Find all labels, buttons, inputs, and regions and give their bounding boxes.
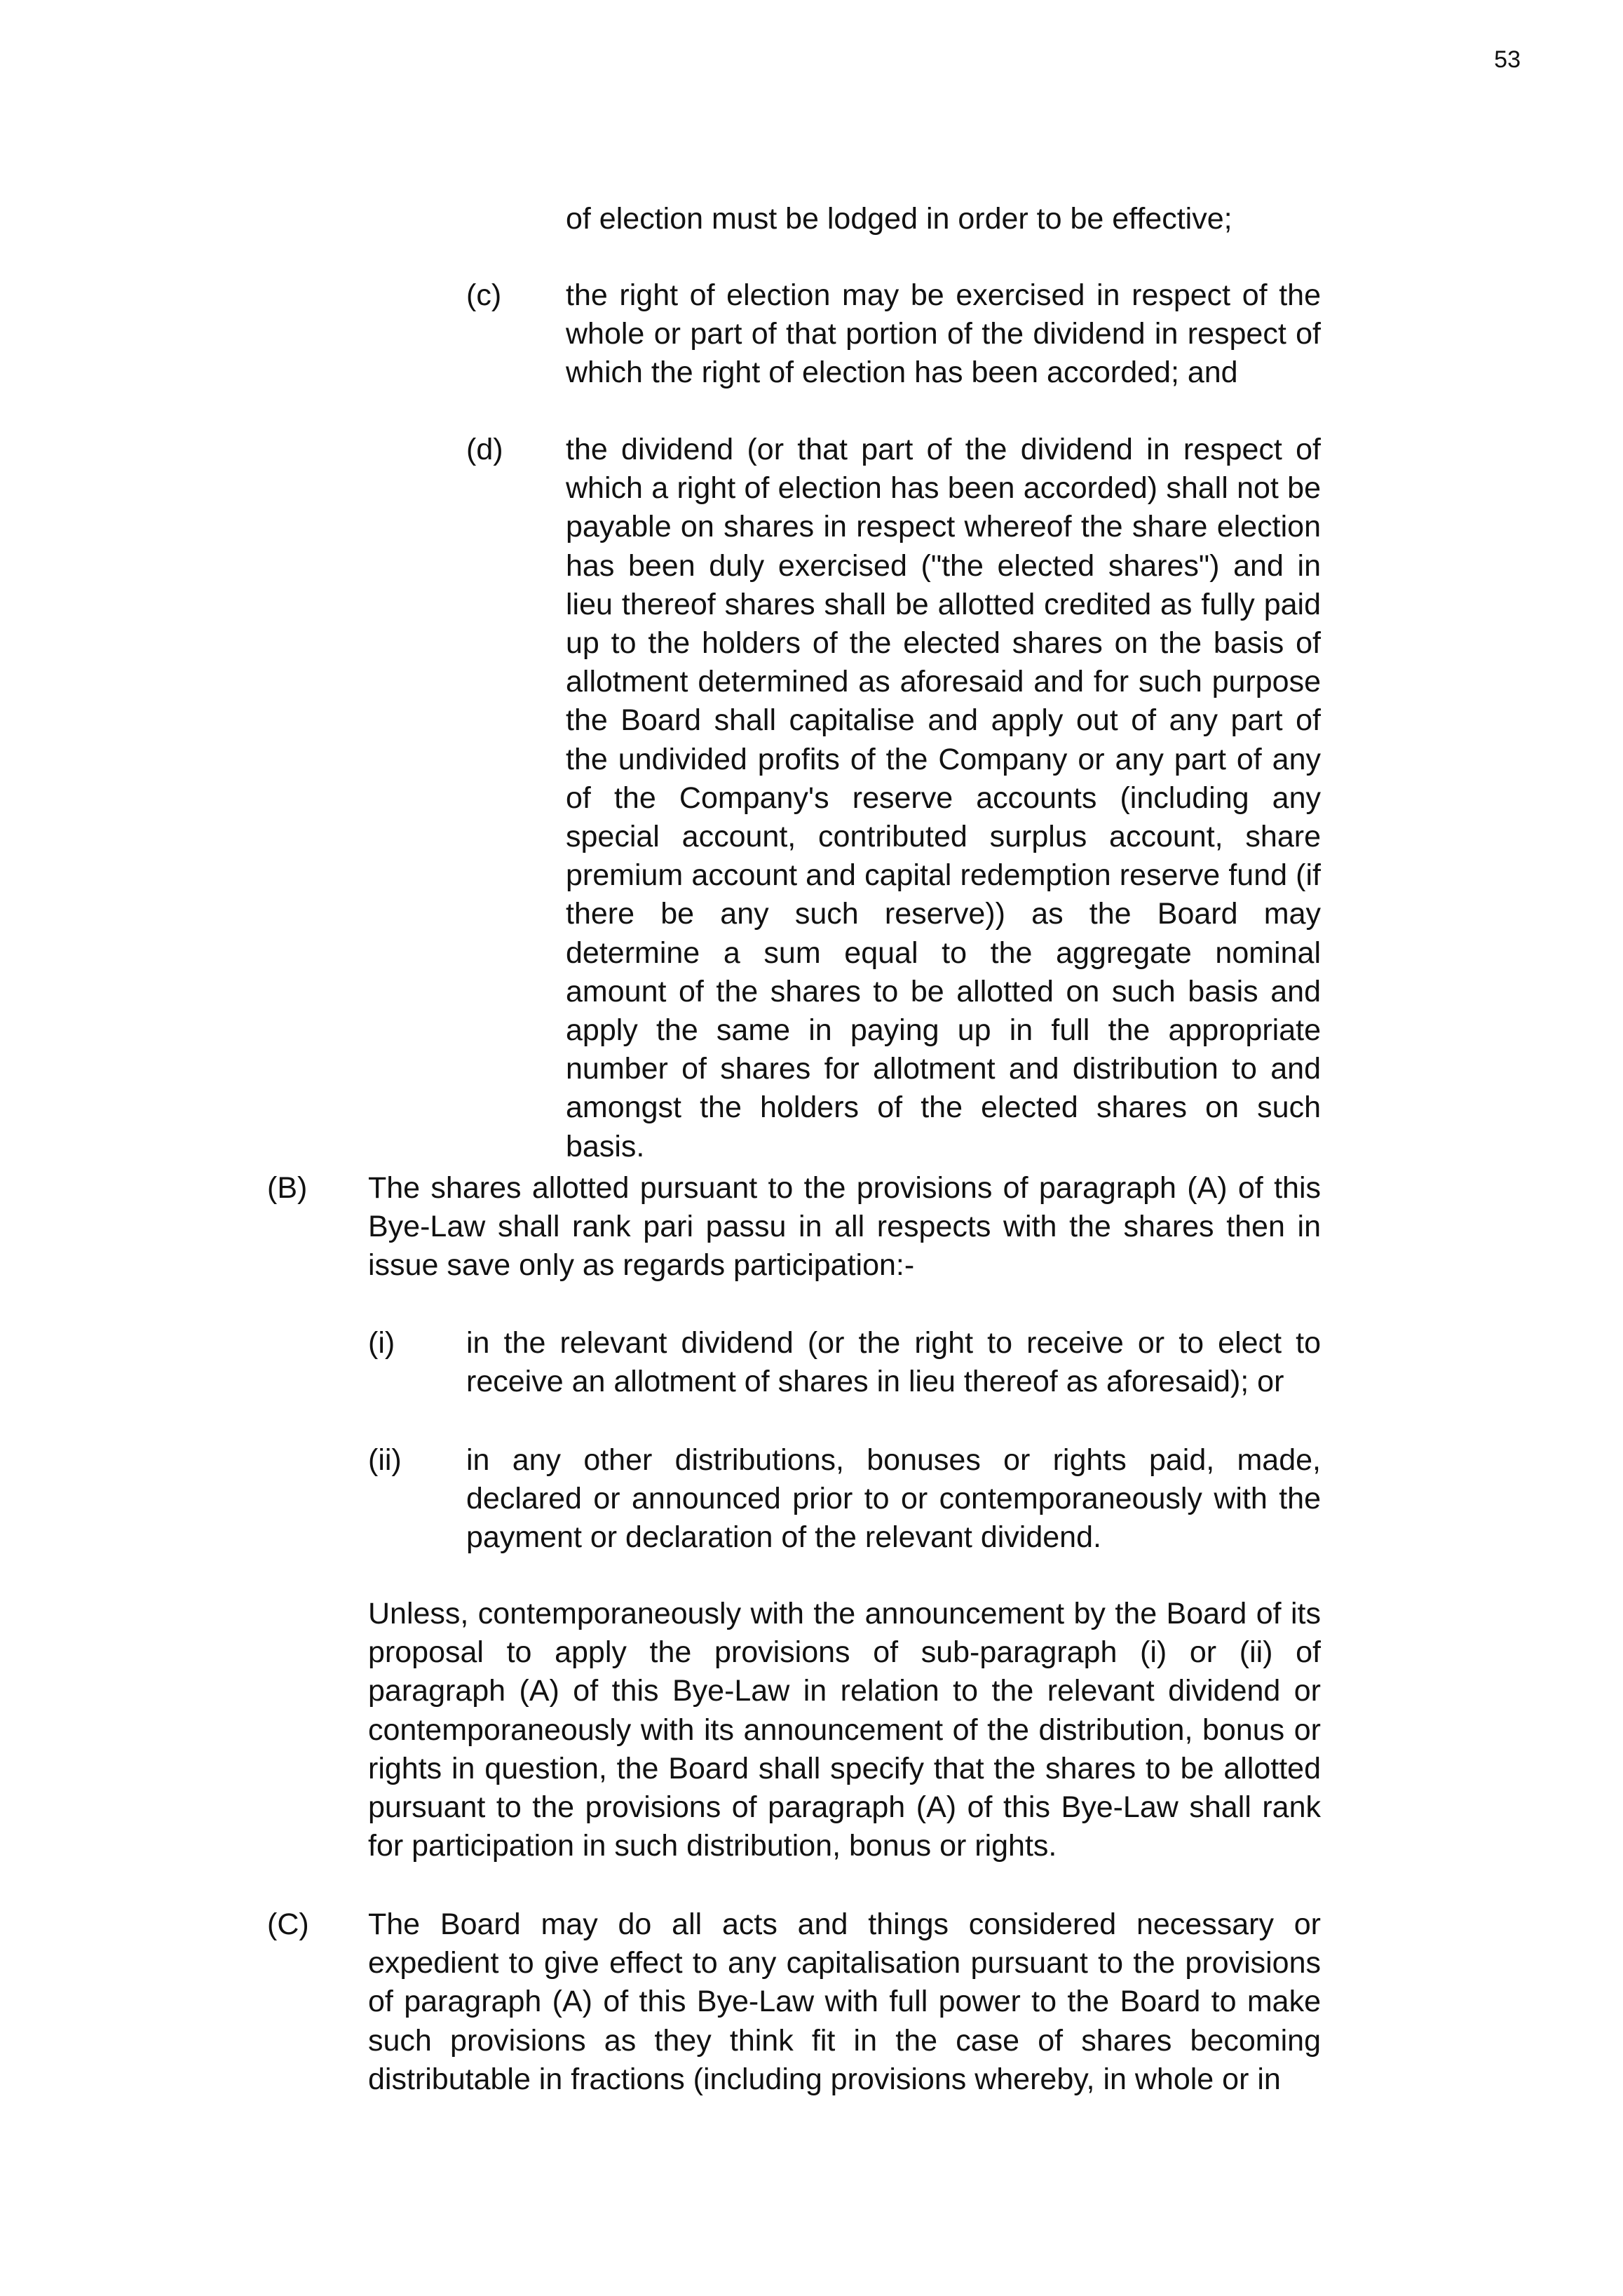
paragraph-b-text: The shares allotted pursuant to the provisions of paragraph (A) of this Bye-Law shall rank pari passu in all respects with the shares then in issue save only as regards participation:-	[368, 1171, 1321, 1283]
paragraph-c-text: The Board may do all acts and things considered necessary or expedient to give effect to any capitalisation pursuant to the provisions of paragraph (A) of this Bye-Law with full power to the Board to make such provisions as they think fit in the case of shares becoming distributable in fractions (including provisions whereby, in whole or in	[368, 1907, 1321, 2096]
item-c-text: the right of election may be exercised in respect of the whole or part of that portion of the dividend in respect of which the right of election has been accorded; and	[566, 278, 1321, 390]
continuation-text: of election must be lodged in order to be effective;	[566, 202, 1232, 236]
subitem-i-label: (i)	[368, 1326, 395, 1360]
page-number: 53	[1494, 46, 1521, 73]
paragraph-c-label: (C)	[267, 1907, 309, 1941]
paragraph-b-label: (B)	[267, 1171, 308, 1205]
subitem-ii-label: (ii)	[368, 1443, 402, 1477]
item-d-text: the dividend (or that part of the dividend in respect of which a right of election has been accorded) shall not be payable on shares in respect whereof the share election has been duly exercised ("the elected shares") and in lieu thereof shares shall be allotted credited as fully paid up to the holders of the elected shares on the basis of allotment determined as aforesaid and for such purpose the Board shall capitalise and apply out of any part of the undivided profits of the Company or any part of any of the Company's reserve accounts (including any special account, contributed surplus account, share premium account and capital redemption reserve fund (if there be any such reserve)) as the Board may determine a sum equal to the aggregate nominal amount of the shares to be allotted on such basis and apply the same in paying up in full the appropriate number of shares for allotment and distribution to and amongst the holders of the elected shares on such basis.	[566, 433, 1321, 1163]
subitem-ii-text: in any other distributions, bonuses or rights paid, made, declared or announced prior to or contemporaneously with the payment or declaration of the relevant dividend.	[466, 1443, 1321, 1555]
unless-paragraph: Unless, contemporaneously with the announcement by the Board of its proposal to apply the provisions of sub-paragraph (i) or (ii) of paragraph (A) of this Bye-Law in relation to the relevant dividend or contemporaneously with its announcement of the distribution, bonus or rights in question, the Board shall specify that the shares to be allotted pursuant to the provisions of paragraph (A) of this Bye-Law shall rank for participation in such distribution, bonus or rights.	[368, 1597, 1321, 1863]
item-c-label: (c)	[466, 278, 502, 312]
item-d-label: (d)	[466, 433, 503, 466]
subitem-i-text: in the relevant dividend (or the right to receive or to elect to receive an allotment of shares in lieu thereof as aforesaid); or	[466, 1326, 1321, 1399]
